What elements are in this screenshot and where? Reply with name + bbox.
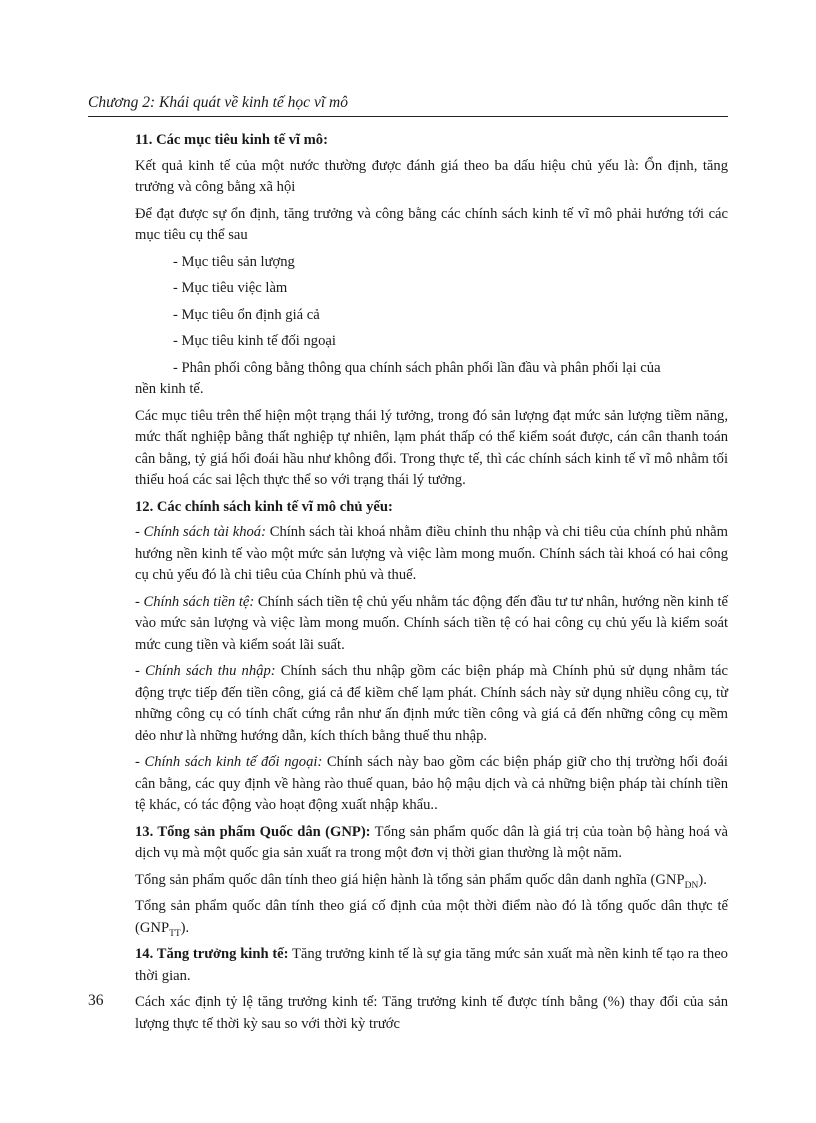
policy-foreign-trade [135,752,728,817]
header-rule [88,116,728,117]
policy-dash: - [135,524,144,540]
policy-term: Chính sách kinh tế đối ngoại: [144,754,323,770]
policy-term: Chính sách tiền tệ: [143,593,255,610]
section-11-paragraph-1: Kết quả kinh tế của một nước thường được đánh giá theo ba dấu hiệu chủ yếu là: Ổn định, tăng trưởng và công bằng xã hội [135,157,728,195]
section-11-paragraph-2: Để đạt được sự ổn định, tăng trưởng và công bằng các chính sách kinh tế vĩ mô phải hướng tới các mục tiêu cụ thể sau [135,205,728,243]
policy-fiscal [135,522,728,587]
section-13-text: Tổng sản phẩm quốc dân là giá trị của toàn bộ hàng hoá và dịch vụ mà một quốc gia sản xuất ra trong một đơn vị thời gian thường là một năm. [135,823,729,861]
running-header: Chương 2: Khái quát về kinh tế học vĩ mô [88,94,348,111]
policy-text: Chính sách này bao gồm các biện pháp giữ cho thị trường hối đoái cân bằng, các quy định về hàng rào thuế quan, bảo hộ mậu dịch và cả những biện pháp tài chính tiền tệ khác, có tác động vào hoạt động xuất nhập khẩu.. [135,754,728,813]
section-11-paragraph-3: Các mục tiêu trên thể hiện một trạng thái lý tưởng, trong đó sản lượng đạt mức sản lượng tiềm năng, mức thất nghiệp bằng thất nghiệp tự nhiên, lạm phát thấp có thể kiểm soát được, cán cân thanh toán cân bằng, tỷ giá hối đoái hầu như không đổi. Trong thực tế, thì các chính sách kinh tế vĩ mô nhằm tối thiểu hoá các sai lệch thực thể so với trạng thái lý tưởng. [135,407,728,488]
gnp-nominal-subscript: DN [684,880,699,891]
policy-text: Chính sách thu nhập gồm các biện pháp mà Chính phủ sử dụng nhằm tác động trực tiếp đến tiền công, giá cả để kiềm chế lạm phát. Chính sách này sử dụng nhiều công cụ, từ những công cụ có tính chất cứng rắn như ấn định mức tiền công và giá cả đến những công cụ mềm dẻo như là những hướng dẫn, kích thích bằng thuế thu nhập. [135,663,728,744]
section-14-paragraph-2: Cách xác định tỷ lệ tăng trưởng kinh tế: Tăng trưởng kinh tế được tính bằng (%) thay đổi của sản lượng thực tế thời kỳ sau so với thời kỳ trước [135,994,728,1032]
objectives-list [135,252,728,401]
section-14-text: Tăng trưởng kinh tế là sự gia tăng mức sản xuất mà nền kinh tế tạo ra theo thời gian. [135,946,728,984]
list-item: - Phân phối công bằng thông qua chính sách phân phối lần đầu và phân phối lại của [173,359,661,376]
section-14-paragraph-1 [135,944,728,987]
section-11-heading: 11. Các mục tiêu kinh tế vĩ mô: [135,132,328,148]
page-number: 36 [88,992,104,1009]
policy-term: Chính sách thu nhập: [145,663,276,679]
gnp-nominal-end: ). [698,871,707,888]
policy-dash: - [135,593,144,610]
policy-text: Chính sách tài khoá nhằm điều chỉnh thu nhập và chi tiêu của chính phủ nhằm hướng nền kinh tế vào một mức sản lượng và việc làm mong muốn. Chính sách tài khoá có hai công cụ chủ yếu đó là chi tiêu của Chính phủ và thuế. [135,524,729,583]
section-13-paragraph-2 [135,870,728,892]
section-13-paragraph-1 [135,822,728,865]
section-13-paragraph-3 [135,896,728,939]
section-12-heading: 12. Các chính sách kinh tế vĩ mô chủ yếu: [135,498,393,515]
policy-income [135,661,728,747]
policy-dash: - [135,663,146,679]
list-item: - Mục tiêu ổn định giá cả [173,306,320,323]
gnp-nominal-text: Tổng sản phẩm quốc dân tính theo giá hiện hành là tổng sản phẩm quốc dân danh nghĩa (GNP [135,871,685,888]
policy-term: Chính sách tài khoá: [143,524,266,540]
policy-dash: - [135,754,145,770]
list-item-continuation: nền kinh tế. [135,381,204,397]
policy-text: Chính sách tiền tệ chủ yếu nhằm tác động đến đầu tư tư nhân, hướng nền kinh tế vào mức sản lượng và việc làm mong muốn. Chính sách tiền tệ có hai công cụ chủ yếu là kiểm soát mức cung tiền và kiểm soát lãi suất. [135,593,728,653]
list-item: - Mục tiêu việc làm [173,280,288,296]
gnp-real-subscript: TT [169,928,181,939]
section-14-heading: 14. Tăng trưởng kinh tế: [135,946,289,962]
gnp-real-end: ). [180,919,190,936]
section-13-heading: 13. Tổng sản phẩm Quốc dân (GNP): [135,823,371,840]
page-body [135,130,728,1040]
policy-monetary [135,592,728,657]
list-item: - Mục tiêu sản lượng [173,253,295,270]
list-item: - Mục tiêu kinh tế đối ngoại [173,333,336,349]
gnp-real-text: Tổng sản phẩm quốc dân tính theo giá cố định của một thời điểm nào đó là tổng quốc dân thực tế (GNP [135,898,728,936]
